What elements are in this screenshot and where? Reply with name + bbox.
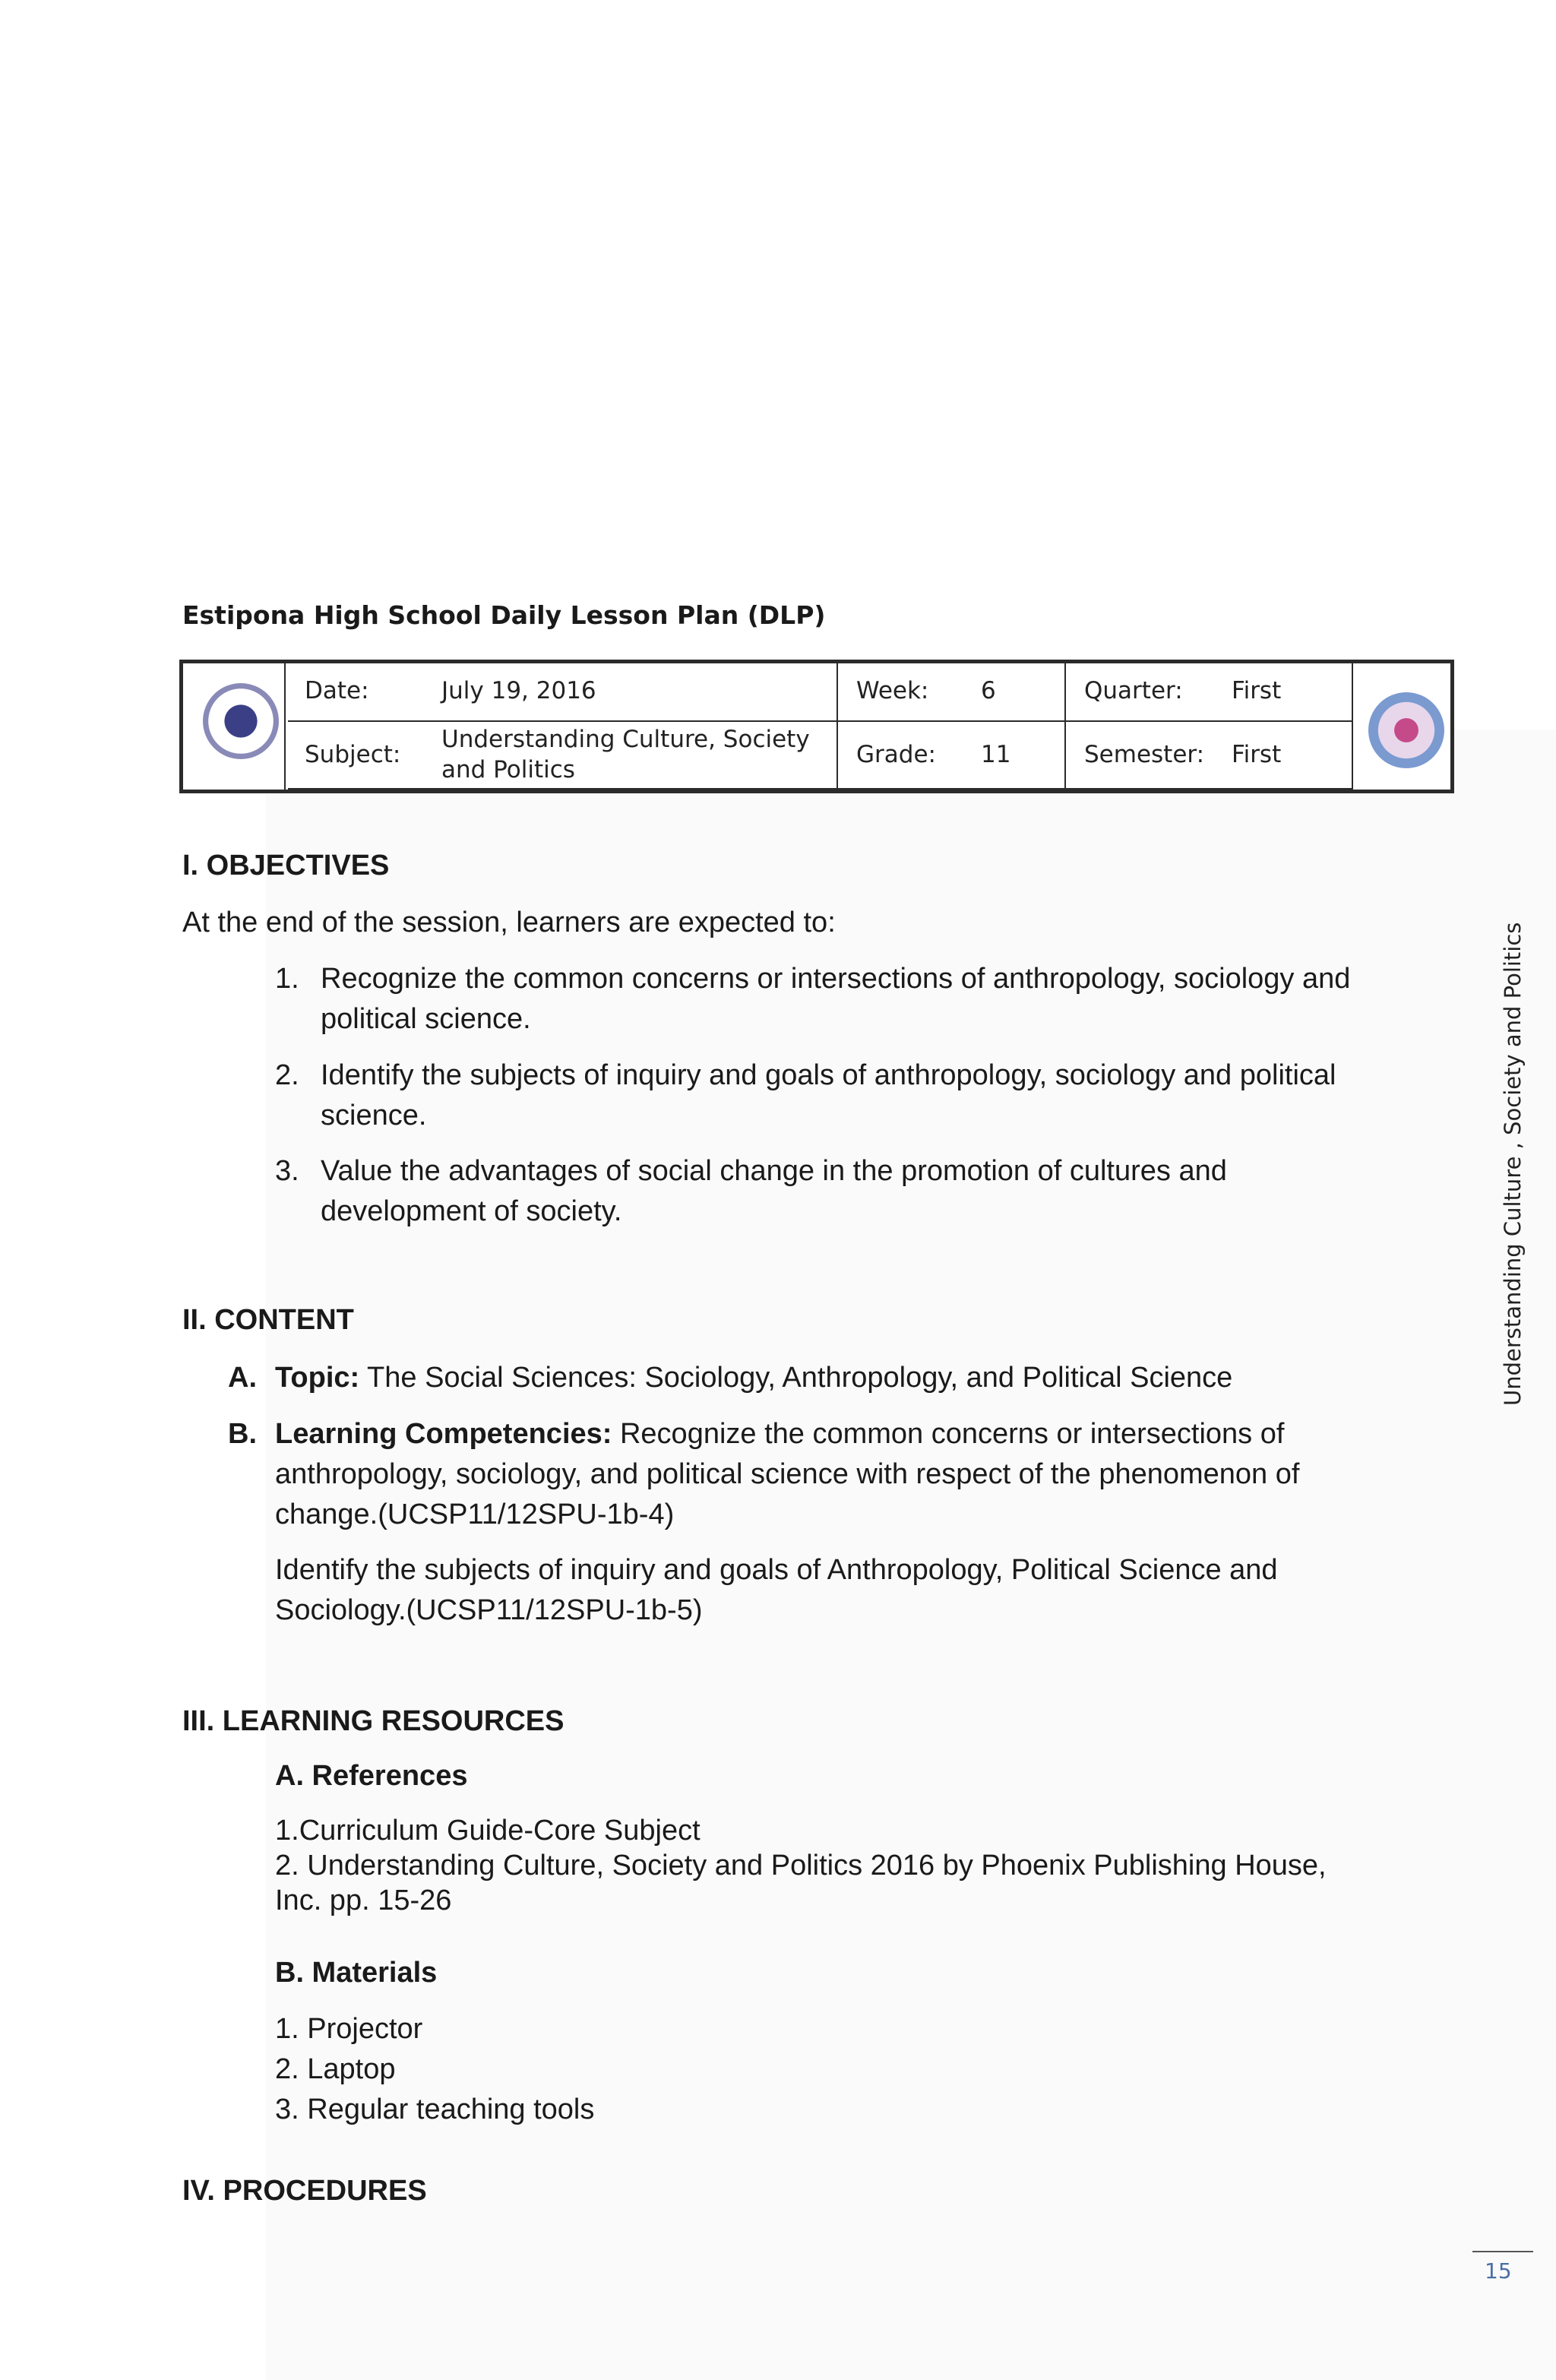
objective-text: Value the advantages of social change in the promotion of cultures and [321,1155,1227,1187]
quarter-label: Quarter: [1084,677,1183,704]
document-title: Estipona High School Daily Lesson Plan (DLP) [182,600,826,630]
lesson-header-table [179,660,1454,793]
material-item: 1. Projector [275,2013,423,2045]
week-label: Week: [856,677,929,704]
page-number-rule [1472,2251,1533,2252]
reference-item: 2. Understanding Culture, Society and Politics 2016 by Phoenix Publishing House, [275,1850,1327,1882]
school-seal-logo [1368,692,1444,768]
topic-text: The Social Sciences: Sociology, Anthropology, and Political Science [359,1362,1233,1394]
page-number: 15 [1485,2258,1512,2283]
week-value: 6 [981,677,996,704]
date-value: July 19, 2016 [441,677,596,704]
references-heading: A. References [275,1760,468,1792]
table-divider [284,663,286,790]
objective-text: Identify the subjects of inquiry and goals of anthropology, sociology and political [321,1059,1336,1091]
objective-number: 1. [275,963,299,995]
grade-label: Grade: [856,741,936,768]
competency-text: Recognize the common concerns or intersections of [612,1418,1285,1450]
table-divider [1352,663,1353,790]
material-item: 2. Laptop [275,2053,396,2085]
objective-number: 2. [275,1059,299,1091]
quarter-value: First [1232,677,1282,704]
objectives-heading: I. OBJECTIVES [182,850,390,881]
competency-line [275,1413,1284,1454]
competency-letter: B. [228,1418,257,1450]
side-running-title: Understanding Culture , Society and Politics [1500,922,1526,1406]
objective-text: development of society. [321,1195,622,1227]
reference-item: 1.Curriculum Guide-Core Subject [275,1815,701,1847]
objective-text: political science. [321,1003,531,1035]
resources-heading: III. LEARNING RESOURCES [182,1705,565,1737]
materials-heading: B. Materials [275,1957,438,1989]
table-divider [837,663,838,790]
reference-item: Inc. pp. 15-26 [275,1885,452,1916]
date-label: Date: [305,677,369,704]
topic-label: Topic: [275,1362,360,1394]
topic-letter: A. [228,1362,257,1394]
competency-text: Identify the subjects of inquiry and goals of Anthropology, Political Science and [275,1554,1278,1586]
objective-text: science. [321,1100,427,1131]
procedures-heading: IV. PROCEDURES [182,2175,427,2207]
deped-seal-logo [203,683,279,759]
subject-value-line1: Understanding Culture, Society [441,726,810,753]
table-divider [288,788,1352,790]
table-divider [288,720,1352,722]
competency-text: Sociology.(UCSP11/12SPU-1b-5) [275,1594,703,1626]
subject-value-line2: and Politics [441,756,575,783]
semester-value: First [1232,741,1282,768]
content-heading: II. CONTENT [182,1304,354,1336]
objectives-intro: At the end of the session, learners are expected to: [182,907,836,938]
objective-number: 3. [275,1155,299,1187]
grade-value: 11 [981,741,1011,768]
competency-label: Learning Competencies: [275,1418,612,1450]
competency-text: change.(UCSP11/12SPU-1b-4) [275,1499,675,1530]
subject-label: Subject: [305,741,401,768]
table-divider [1064,663,1066,790]
competency-text: anthropology, sociology, and political science with respect of the phenomenon of [275,1458,1300,1490]
semester-label: Semester: [1084,741,1205,768]
topic-line [275,1357,1232,1398]
objective-text: Recognize the common concerns or intersections of anthropology, sociology and [321,963,1351,995]
material-item: 3. Regular teaching tools [275,2094,595,2125]
